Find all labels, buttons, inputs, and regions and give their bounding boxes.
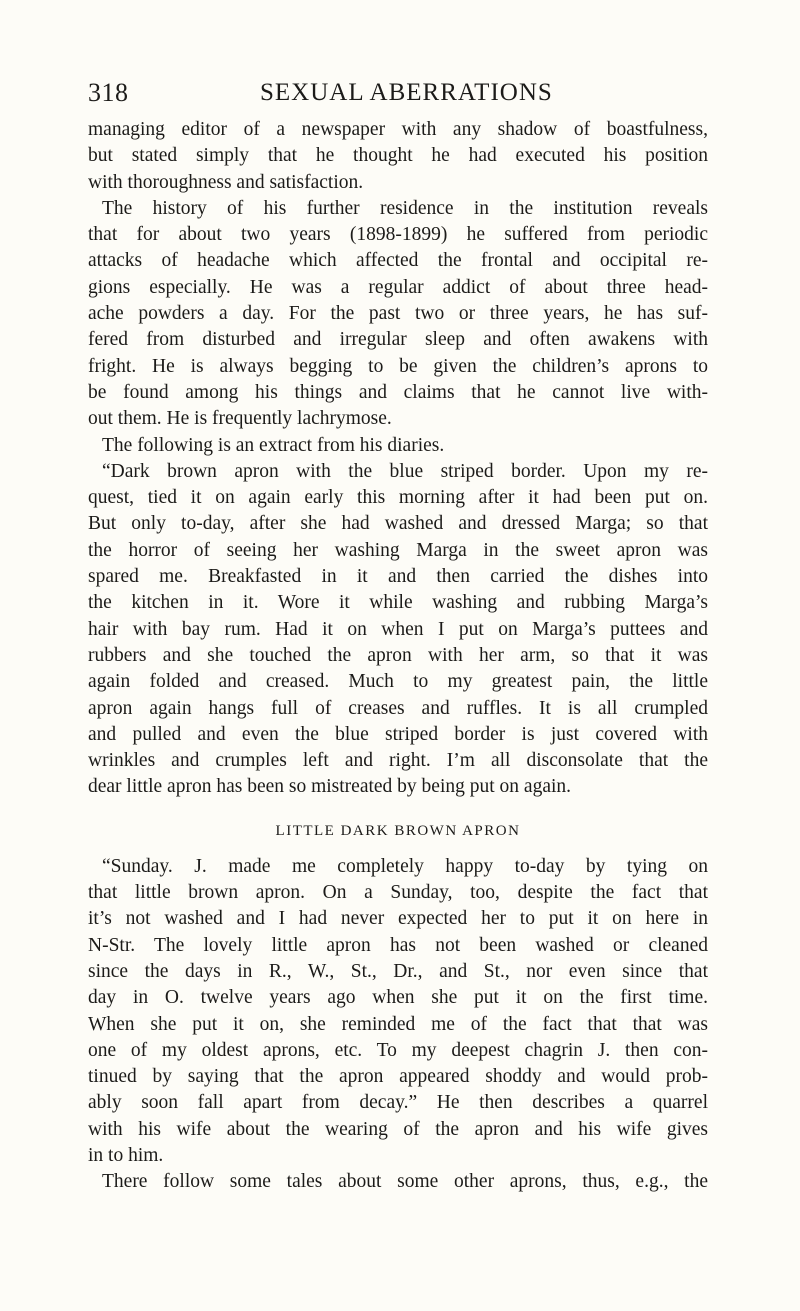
text-line: N-Str. The lovely little apron has not been washed or cleaned <box>88 934 708 956</box>
text-line: in to him. <box>88 1144 164 1166</box>
text-line: The history of his further residence in the institution reveals <box>102 197 708 219</box>
text-line: spared me. Breakfasted in it and then carried the dishes into <box>88 566 708 588</box>
text-line: since the days in R., W., St., Dr., and St., nor even since that <box>88 960 708 982</box>
text-line: tinued by saying that the apron appeared shoddy and would prob- <box>88 1066 708 1088</box>
text-line: wrinkles and crumples left and right. I’m all disconsolate that the <box>88 750 708 772</box>
text-line: “Sunday. J. made me completely happy to-day by tying on <box>102 855 708 877</box>
text-line: the kitchen in it. Wore it while washing and rubbing Marga’s <box>88 592 708 614</box>
section-subheading: LITTLE DARK BROWN APRON <box>275 822 521 839</box>
text-line: again folded and creased. Much to my greatest pain, the little <box>88 671 708 693</box>
page-number: 318 <box>88 78 129 107</box>
text-line: but stated simply that he thought he had executed his position <box>88 145 708 167</box>
page-header <box>88 73 708 113</box>
text-line: managing editor of a newspaper with any shadow of boastfulness, <box>88 119 708 140</box>
text-line: be found among his things and claims that he cannot live with- <box>88 381 708 403</box>
text-line: attacks of headache which affected the frontal and occipital re- <box>88 250 708 272</box>
spacer <box>88 801 708 818</box>
text-line: gions especially. He was a regular addict of about three head- <box>88 276 708 298</box>
text-line: that for about two years (1898-1899) he suffered from periodic <box>88 224 708 246</box>
text-line: rubbers and she touched the apron with her arm, so that it was <box>88 644 708 666</box>
body-text <box>88 117 708 1196</box>
running-head: SEXUAL ABERRATIONS <box>260 79 553 106</box>
text-line: with his wife about the wearing of the apron and his wife gives <box>88 1118 708 1140</box>
text-line: and pulled and even the blue striped border is just covered with <box>88 723 708 745</box>
text-line: The following is an extract from his diaries. <box>102 434 445 456</box>
text-line: “Dark brown apron with the blue striped border. Upon my re- <box>102 460 708 482</box>
text-line: day in O. twelve years ago when she put it on the first time. <box>88 987 708 1009</box>
text-line: the horror of seeing her washing Marga in the sweet apron was <box>88 539 708 561</box>
text-line: ably soon fall apart from decay.” He then describes a quarrel <box>88 1092 708 1114</box>
text-line: fright. He is always begging to be given the children’s aprons to <box>88 355 708 377</box>
text-line: apron again hangs full of creases and ruffles. It is all crumpled <box>88 697 708 719</box>
text-line: dear little apron has been so mistreated by being put on again. <box>88 776 572 798</box>
text-line: out them. He is frequently lachrymose. <box>88 408 392 430</box>
text-line: that little brown apron. On a Sunday, too, despite the fact that <box>88 882 708 904</box>
text-line: with thoroughness and satisfaction. <box>88 171 364 193</box>
text-line: hair with bay rum. Had it on when I put on Marga’s puttees and <box>88 618 708 640</box>
text-line: There follow some tales about some other aprons, thus, e.g., the <box>102 1171 708 1193</box>
text-line: When she put it on, she reminded me of the fact that that was <box>88 1013 708 1035</box>
text-line: it’s not washed and I had never expected her to put it on here in <box>88 908 708 930</box>
text-line: fered from disturbed and irregular sleep and often awakens with <box>88 329 708 351</box>
text-line: one of my oldest aprons, etc. To my deepest chagrin J. then con- <box>88 1039 708 1061</box>
text-line: quest, tied it on again early this morning after it had been put on. <box>88 487 708 509</box>
spacer <box>88 844 708 854</box>
text-line: ache powders a day. For the past two or three years, he has suf- <box>88 303 708 325</box>
text-line: But only to-day, after she had washed and dressed Marga; so that <box>88 513 708 535</box>
